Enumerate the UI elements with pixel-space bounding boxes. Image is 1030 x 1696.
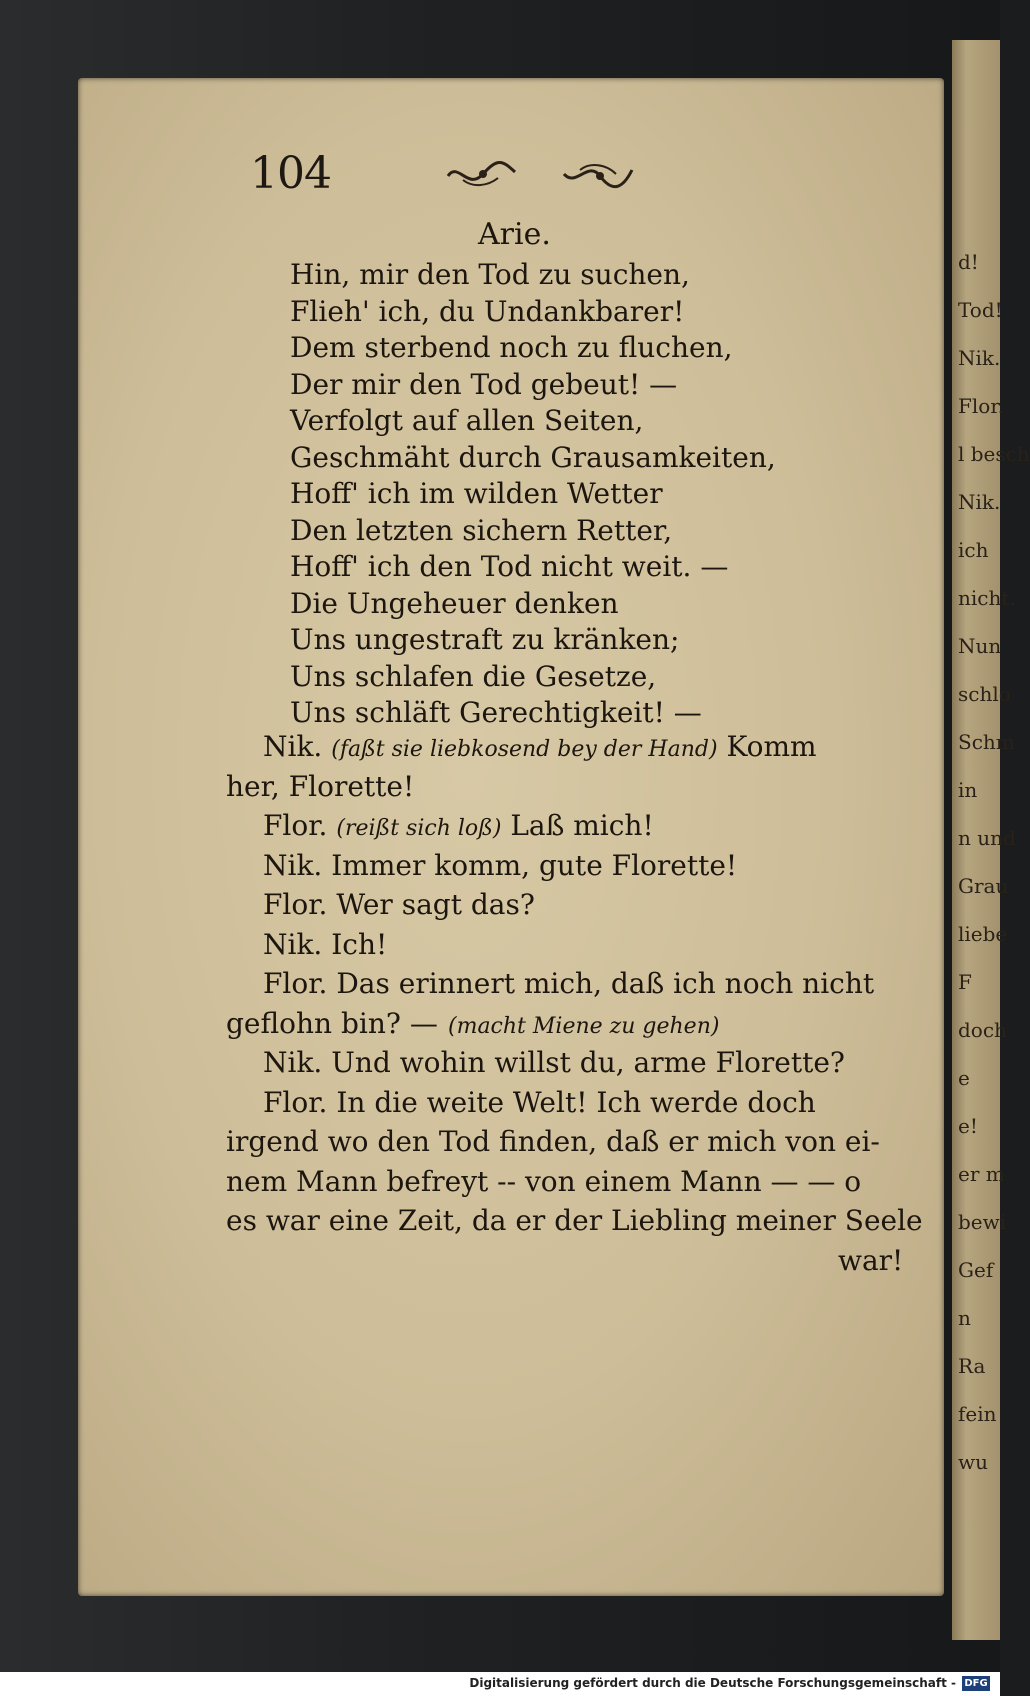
dialogue-line — [263, 849, 737, 883]
book-page — [78, 78, 944, 1596]
dialogue-text: In die weite Welt! Ich werde doch — [336, 1085, 816, 1119]
footer-credit: Digitalisierung gefördert durch die Deutsche Forschungsgemeinschaft - — [469, 1676, 956, 1690]
dialogue-text: es war eine Zeit, da er der Liebling meiner Seele — [226, 1204, 923, 1237]
aria-line: Uns ungestraft zu kränken; — [290, 623, 680, 656]
speaker-name: Flor. — [263, 967, 328, 1000]
aria-line: Uns schläft Gerechtigkeit! — — [290, 696, 702, 729]
adjacent-page-fragment: Tod! — [958, 298, 1003, 322]
aria-line: Den letzten sichern Retter, — [290, 513, 673, 547]
page-number: 104 — [250, 148, 331, 199]
adjacent-page-fragment: Grau — [958, 874, 1009, 898]
adjacent-page-fragment: ich — [958, 538, 989, 562]
adjacent-page-fragment: wu — [958, 1450, 988, 1474]
dialogue-line — [226, 1204, 923, 1238]
aria-line: Hoff' ich den Tod nicht weit. — — [290, 550, 729, 583]
aria-line: Uns schlafen die Gesetze, — [290, 659, 657, 693]
adjacent-page-fragment: liebe — [958, 922, 1008, 946]
adjacent-page-fragment: Ra — [958, 1354, 986, 1378]
dialogue-line — [226, 1125, 880, 1159]
dialogue-text: her, Florette! — [226, 769, 415, 803]
dialogue-line — [263, 888, 535, 922]
dialogue-text: irgend wo den Tod finden, daß er mich von ei- — [226, 1125, 880, 1158]
dialogue-line — [263, 1086, 816, 1120]
adjacent-page-edge — [952, 40, 1030, 1640]
speaker-name: Flor. — [263, 888, 328, 921]
adjacent-page-fragment: nicht. — [958, 586, 1016, 610]
aria-line: Flieh' ich, du Undankbarer! — [290, 294, 685, 328]
adjacent-page-fragment: er m — [958, 1162, 1005, 1186]
speaker-name: Nik. — [263, 730, 323, 763]
dialogue-line — [263, 928, 387, 962]
dialogue-text: Wer sagt das? — [336, 888, 535, 921]
aria-line: Hoff' ich im wilden Wetter — [290, 477, 663, 510]
adjacent-page-fragment: e! — [958, 1114, 978, 1138]
speaker-name: Flor. — [263, 809, 328, 842]
adjacent-page-fragment: l besch — [958, 442, 1030, 466]
aria-line: Dem sterbend noch zu fluchen, — [290, 331, 733, 364]
adjacent-page-fragment: d! — [958, 250, 979, 274]
dialogue-text: Das erinnert mich, daß ich noch nicht — [336, 967, 875, 1000]
dialogue-line — [838, 1244, 903, 1278]
dialogue-text: war! — [838, 1243, 904, 1277]
adjacent-page-fragment: Nik. — [958, 346, 1001, 370]
dialogue-line — [263, 1046, 845, 1080]
dialogue-text: nem Mann befreyt -- von einem Mann — — o — [226, 1164, 862, 1198]
page-header — [78, 148, 944, 208]
stage-direction: (faßt sie liebkosend bey der Hand) — [331, 737, 718, 762]
dialogue-line — [226, 1007, 438, 1041]
dialogue-line — [263, 809, 654, 846]
dialogue-line — [448, 1007, 719, 1044]
dialogue-text: geflohn bin? — — [226, 1006, 438, 1040]
ornament-left-icon — [443, 156, 523, 196]
footer-bar — [0, 1672, 1000, 1696]
adjacent-page-fragment: n und — [958, 826, 1016, 850]
adjacent-page-fragment: schlo — [958, 682, 1011, 706]
aria-line: Geschmäht durch Grausamkeiten, — [290, 440, 776, 474]
aria-line: Die Ungeheuer denken — [290, 586, 619, 620]
dialogue-text: Ich! — [331, 927, 388, 961]
aria-title: Arie. — [478, 217, 551, 252]
dialogue-line — [263, 967, 874, 1001]
stage-direction: (macht Miene zu gehen) — [448, 1013, 720, 1039]
adjacent-page-fragment: n — [958, 1306, 971, 1330]
adjacent-page-fragment: Flor. — [958, 394, 1005, 418]
dialogue-text: Laß mich! — [510, 809, 654, 842]
dialogue-text: Und wohin willst du, arme Florette? — [331, 1046, 845, 1079]
adjacent-page-fragment: fein — [958, 1402, 997, 1426]
adjacent-page-fragment: Schm — [958, 730, 1015, 754]
adjacent-page-fragment: e — [958, 1066, 970, 1090]
dialogue-text: Immer komm, gute Florette! — [331, 848, 738, 882]
aria-line: Hin, mir den Tod zu suchen, — [290, 258, 690, 291]
speaker-name: Flor. — [263, 1085, 328, 1119]
dialogue-line — [263, 730, 817, 767]
dfg-logo: DFG — [962, 1676, 990, 1691]
adjacent-page-fragment: Nik. — [958, 490, 1001, 514]
aria-line: Der mir den Tod gebeut! — — [290, 367, 678, 401]
aria-line: Verfolgt auf allen Seiten, — [290, 404, 644, 437]
dialogue-line — [226, 1165, 861, 1199]
stage-direction: (reißt sich loß) — [336, 816, 502, 841]
speaker-name: Nik. — [263, 927, 323, 961]
adjacent-page-fragment: F — [958, 970, 972, 994]
speaker-name: Nik. — [263, 848, 323, 882]
dialogue-line — [226, 770, 414, 804]
adjacent-page-fragment: doch — [958, 1018, 1007, 1042]
ornament-right-icon — [556, 156, 636, 196]
adjacent-page-fragment: in — [958, 778, 978, 802]
adjacent-page-fragment: Nun — [958, 634, 1002, 658]
dialogue-text: Komm — [726, 730, 817, 763]
speaker-name: Nik. — [263, 1046, 323, 1079]
adjacent-page-fragment: bewi — [958, 1210, 1007, 1234]
adjacent-page-fragment: Gef — [958, 1258, 994, 1282]
